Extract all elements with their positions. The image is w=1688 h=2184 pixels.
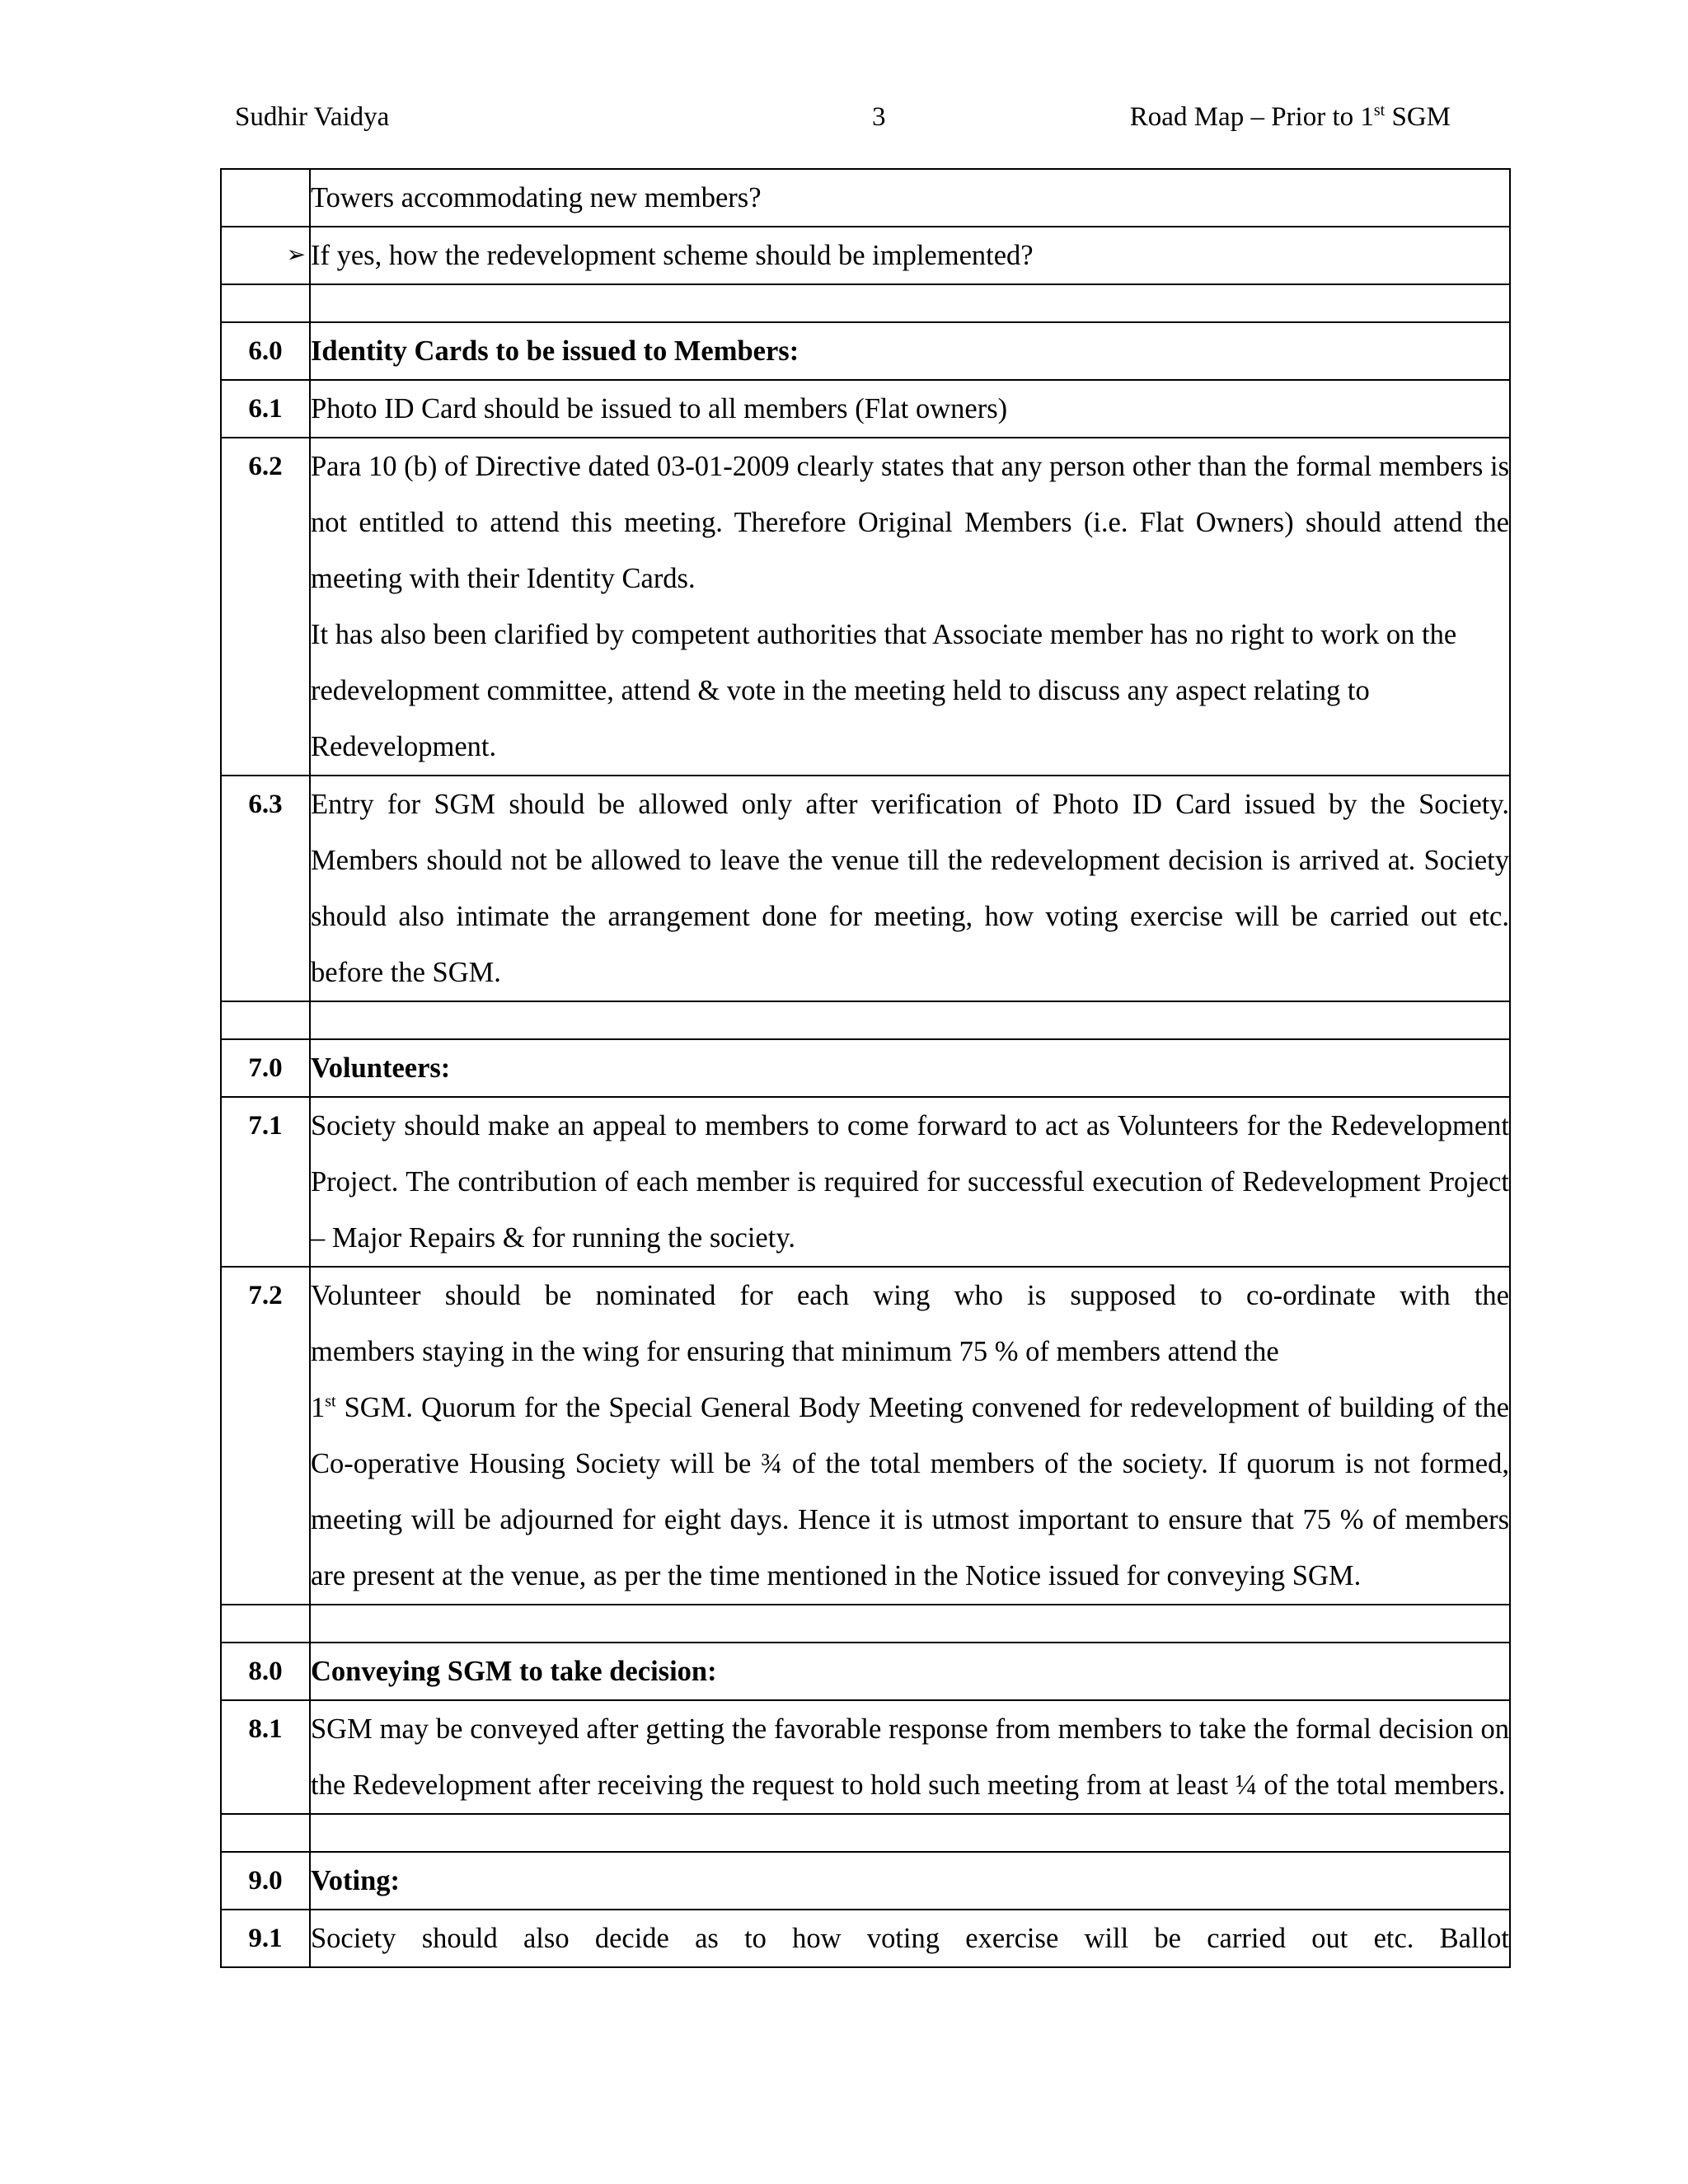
section-heading-row: [221, 1643, 1510, 1700]
item-text: Society should also decide as to how voting exercise will be carried out etc. Ballot: [311, 1923, 1509, 1954]
table-row: [221, 776, 1510, 1001]
page-header: [235, 97, 1451, 137]
spacer-row: [221, 1605, 1510, 1643]
section-title: Voting:: [310, 1852, 1510, 1910]
table-row: [221, 1700, 1510, 1814]
item-number: 6.3: [221, 776, 310, 1001]
header-author: Sudhir Vaidya: [235, 102, 390, 132]
item-number: 6.2: [221, 438, 310, 776]
item-number: 7.2: [221, 1267, 310, 1605]
item-number: 8.1: [221, 1700, 310, 1814]
item-paragraph: Para 10 (b) of Directive dated 03-01-2009 clearly states that any person other than the formal members is not entitled to attend this meeting. Therefore Original Members (i.e. Flat Owners) should attend the meeting with their Identity Cards.: [311, 451, 1509, 594]
bullet-arrow-icon: ➢: [221, 227, 310, 284]
item-text: Photo ID Card should be issued to all members (Flat owners): [311, 393, 1008, 424]
header-page-number: 3: [872, 102, 886, 132]
table-row: [221, 380, 1510, 438]
section-number: 8.0: [221, 1643, 310, 1700]
spacer-row: [221, 1814, 1510, 1852]
item-text: Society should make an appeal to members to come forward to act as Volunteers for the Redevelopment Project. The contribution of each member is required for successful execution of Redevelopment Project – Major Repairs & for running the society.: [311, 1110, 1509, 1254]
table-row: [221, 169, 1510, 227]
header-title: Road Map – Prior to 1st SGM: [1129, 101, 1451, 132]
item-text: SGM may be conveyed after getting the favorable response from members to take the formal decision on the Redevelopment after receiving the request to hold such meeting from at least ¼ of the total members.: [311, 1713, 1509, 1801]
spacer-row: [221, 284, 1510, 322]
item-paragraph: It has also been clarified by competent authorities that Associate member has no right to work on the redevelopment committee, attend & vote in the meeting held to discuss any aspect relating to Redevelopment.: [311, 619, 1457, 762]
section-title: Conveying SGM to take decision:: [310, 1643, 1510, 1700]
section-heading-row: [221, 1852, 1510, 1910]
row-text: If yes, how the redevelopment scheme should be implemented?: [311, 240, 1034, 271]
table-row: [221, 438, 1510, 776]
item-number: 9.1: [221, 1910, 310, 1967]
item-text: Entry for SGM should be allowed only after verification of Photo ID Card issued by the Society. Members should not be allowed to leave the venue till the redevelopment decision is arrived at. Society should also intimate the arrangement done for meeting, how voting exercise will be carried out etc. before the SGM.: [311, 789, 1509, 988]
table-row: [221, 227, 1510, 284]
spacer-row: [221, 1001, 1510, 1039]
section-heading-row: [221, 1039, 1510, 1097]
table-row: [221, 1910, 1510, 1967]
section-heading-row: [221, 322, 1510, 380]
section-title: Identity Cards to be issued to Members:: [310, 322, 1510, 380]
item-number: 6.1: [221, 380, 310, 438]
roadmap-table: [220, 168, 1511, 1968]
row-text: Towers accommodating new members?: [311, 182, 762, 213]
section-number: 7.0: [221, 1039, 310, 1097]
section-title: Volunteers:: [310, 1039, 1510, 1097]
table-row: [221, 1267, 1510, 1605]
section-number: 6.0: [221, 322, 310, 380]
table-row: [221, 1097, 1510, 1267]
item-number: 7.1: [221, 1097, 310, 1267]
item-text: Volunteer should be nominated for each wing who is supposed to co-ordinate with the members staying in the wing for ensuring that minimum 75 % of members attend the 1st SGM. Quorum for the Special General Body Meeting convened for redevelopment of building of the Co-operative Housing Society will be ¾ of the total members of the society. If quorum is not formed, meeting will be adjourned for eight days. Hence it is utmost important to ensure that 75 % of members are present at the venue, as per the time mentioned in the Notice issued for conveying SGM.: [311, 1280, 1509, 1591]
section-number: 9.0: [221, 1852, 310, 1910]
